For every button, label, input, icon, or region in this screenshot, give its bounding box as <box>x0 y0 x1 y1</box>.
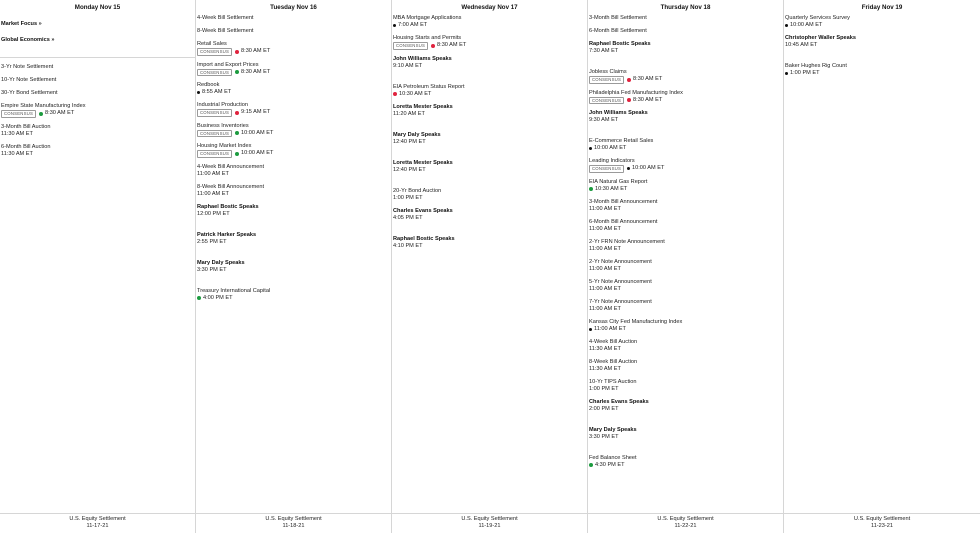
event-time-row <box>589 226 781 233</box>
calendar-event[interactable] <box>197 260 389 274</box>
settlement-label: U.S. Equity Settlement <box>265 516 322 522</box>
event-time: 9:15 AM ET <box>241 109 271 116</box>
calendar-event[interactable] <box>1 103 193 118</box>
event-time-row <box>197 109 389 117</box>
event-title: Raphael Bostic Speaks <box>589 41 651 47</box>
importance-dot-icon <box>39 112 43 116</box>
event-time-row <box>393 167 585 174</box>
event-time-row <box>589 145 781 152</box>
settlement-label: U.S. Equity Settlement <box>657 516 714 522</box>
event-time: 11:30 AM ET <box>1 130 33 137</box>
event-time: 8:30 AM ET <box>241 68 271 75</box>
event-time-row <box>589 326 781 333</box>
calendar-event[interactable] <box>589 199 781 213</box>
event-title: E-Commerce Retail Sales <box>589 138 654 144</box>
event-list <box>588 15 783 469</box>
event-time-row <box>393 42 585 50</box>
event-time: 11:30 AM ET <box>1 150 33 157</box>
importance-dot-icon <box>197 296 201 300</box>
settlement-label: U.S. Equity Settlement <box>69 516 126 522</box>
event-time: 11:20 AM ET <box>393 110 425 117</box>
day-header: Friday Nov 19 <box>861 4 903 11</box>
calendar-event[interactable] <box>589 259 781 273</box>
event-time: 11:00 AM ET <box>197 190 229 197</box>
settlement-date: 11-22-21 <box>674 523 697 529</box>
event-title: 8-Week Bill Settlement <box>197 28 254 34</box>
event-title: Business Inventories <box>197 122 249 129</box>
calendar-event[interactable] <box>589 399 781 413</box>
settlement-footer <box>196 513 391 533</box>
event-time: 10:00 AM ET <box>790 22 823 28</box>
event-title: 2-Yr Note Announcement <box>589 258 652 265</box>
event-title: 4-Week Bill Auction <box>589 338 638 345</box>
event-time-row <box>197 48 389 56</box>
calendar-event[interactable] <box>785 35 978 49</box>
event-time-row <box>589 286 781 293</box>
event-title: Fed Balance Sheet <box>589 454 637 461</box>
event-time-row <box>785 22 978 29</box>
event-time-row <box>393 243 585 250</box>
importance-dot-icon <box>393 24 396 27</box>
calendar-event[interactable] <box>589 110 781 124</box>
settlement-date: 11-19-21 <box>478 523 501 529</box>
event-time-row <box>589 48 781 55</box>
event-time-row <box>393 111 585 118</box>
calendar-event[interactable] <box>393 84 585 98</box>
calendar-event[interactable] <box>393 160 585 174</box>
event-title: 3-Month Bill Auction <box>1 123 51 130</box>
event-time: 9:30 AM ET <box>589 117 619 123</box>
calendar-event[interactable] <box>589 69 781 84</box>
event-title: Loretta Mester Speaks <box>393 103 453 110</box>
event-title: MBA Mortgage Applications <box>393 15 462 21</box>
settlement-footer <box>588 513 783 533</box>
event-title: Treasury International Capital <box>197 287 271 294</box>
calendar-event[interactable] <box>1 90 193 97</box>
event-time: 11:00 AM ET <box>589 285 621 292</box>
settlement-footer <box>784 513 980 533</box>
calendar-event[interactable] <box>1 144 193 158</box>
event-title: Housing Market Index <box>197 143 252 149</box>
event-title: Raphael Bostic Speaks <box>197 203 259 210</box>
event-title: 8-Week Bill Auction <box>589 358 638 365</box>
link-market-focus[interactable]: Market Focus » <box>1 21 42 27</box>
event-time-row <box>589 406 781 413</box>
calendar-event[interactable] <box>1 77 193 84</box>
event-time-row <box>1 110 193 118</box>
event-title: Import and Export Prices <box>197 61 259 68</box>
event-time-row <box>1 151 193 158</box>
consensus-badge[interactable]: CONSENSUS <box>197 150 232 158</box>
event-time: 10:00 AM ET <box>632 165 665 172</box>
event-time: 12:40 PM ET <box>393 166 426 173</box>
calendar-event[interactable] <box>589 219 781 233</box>
event-title: 10-Yr TIPS Auction <box>589 378 637 385</box>
calendar-event[interactable] <box>197 123 389 138</box>
event-title: 5-Yr Note Announcement <box>589 278 652 285</box>
calendar-event[interactable] <box>589 138 781 152</box>
event-title: 3-Yr Note Settlement <box>1 64 54 70</box>
event-time: 10:00 AM ET <box>594 145 627 151</box>
event-title: John Williams Speaks <box>393 55 452 62</box>
event-time-row <box>589 76 781 84</box>
event-time: 11:00 AM ET <box>589 265 621 272</box>
event-time: 4:30 PM ET <box>595 461 625 468</box>
event-time: 11:00 AM ET <box>594 325 626 332</box>
calendar-event[interactable] <box>197 204 389 218</box>
calendar-event[interactable] <box>393 56 585 70</box>
event-time-row <box>393 195 585 202</box>
calendar-event[interactable] <box>197 164 389 178</box>
consensus-badge[interactable]: CONSENSUS <box>1 110 36 118</box>
calendar-event[interactable] <box>589 455 781 469</box>
settlement-date: 11-23-21 <box>871 523 893 529</box>
day-column <box>196 0 392 533</box>
event-time-row <box>197 150 389 158</box>
importance-dot-icon <box>431 44 435 48</box>
event-time-row <box>197 211 389 218</box>
event-time: 11:00 AM ET <box>589 305 621 312</box>
calendar-event[interactable] <box>393 188 585 202</box>
event-title: 2-Yr FRN Note Announcement <box>589 238 665 245</box>
event-time-row <box>197 130 389 138</box>
importance-dot-icon <box>235 111 239 115</box>
event-time-row <box>589 306 781 313</box>
event-title: Kansas City Fed Manufacturing Index <box>589 318 683 325</box>
event-time-row <box>589 186 781 193</box>
event-time: 12:00 PM ET <box>197 210 230 217</box>
consensus-badge[interactable]: CONSENSUS <box>589 165 624 173</box>
event-time: 9:10 AM ET <box>393 62 423 69</box>
event-title: 7-Yr Note Announcement <box>589 298 652 305</box>
event-title: Leading Indicators <box>589 158 635 164</box>
event-time-row <box>393 63 585 70</box>
importance-dot-icon <box>235 131 239 135</box>
calendar-event[interactable] <box>197 28 389 35</box>
calendar-event[interactable] <box>589 15 781 22</box>
event-title: Patrick Harker Speaks <box>197 231 257 238</box>
event-title: Charles Evans Speaks <box>393 207 453 214</box>
event-time-row <box>197 295 389 302</box>
event-time: 10:00 AM ET <box>241 150 274 157</box>
calendar-event[interactable] <box>589 279 781 293</box>
event-title: Mary Daly Speaks <box>589 426 637 433</box>
event-time-row <box>589 165 781 173</box>
settlement-footer <box>392 513 587 533</box>
importance-dot-icon <box>235 152 239 156</box>
event-title: Redbook <box>197 82 220 88</box>
calendar-event[interactable] <box>589 90 781 105</box>
day-column <box>0 0 196 533</box>
day-column <box>588 0 784 533</box>
event-time-row <box>589 246 781 253</box>
consensus-badge[interactable]: CONSENSUS <box>589 76 624 84</box>
event-title: 20-Yr Bond Auction <box>393 187 442 194</box>
importance-dot-icon <box>589 187 593 191</box>
day-column <box>784 0 980 533</box>
importance-dot-icon <box>627 167 630 170</box>
event-time: 2:00 PM ET <box>589 405 619 412</box>
event-time-row <box>393 22 585 29</box>
calendar-event[interactable] <box>393 132 585 146</box>
calendar-event[interactable] <box>393 236 585 250</box>
event-time-row <box>589 346 781 353</box>
event-time: 2:55 PM ET <box>197 238 227 245</box>
event-time-row <box>393 139 585 146</box>
calendar-event[interactable] <box>197 102 389 117</box>
event-list <box>392 15 587 250</box>
event-time: 12:40 PM ET <box>393 138 426 145</box>
importance-dot-icon <box>235 50 239 54</box>
settlement-label: U.S. Equity Settlement <box>461 516 518 522</box>
consensus-badge[interactable]: CONSENSUS <box>197 69 232 77</box>
event-title: Philadelphia Fed Manufacturing Index <box>589 89 683 96</box>
importance-dot-icon <box>589 328 592 331</box>
event-time: 8:30 AM ET <box>241 48 271 55</box>
calendar-event[interactable] <box>393 35 585 50</box>
event-time: 11:30 AM ET <box>589 345 621 352</box>
event-time-row <box>589 462 781 469</box>
consensus-badge[interactable]: CONSENSUS <box>197 109 232 117</box>
event-title: Housing Starts and Permits <box>393 35 462 41</box>
calendar-event[interactable] <box>197 184 389 198</box>
link-global-economics[interactable]: Global Economics » <box>1 37 55 43</box>
event-title: 6-Month Bill Auction <box>1 143 51 150</box>
calendar-event[interactable] <box>589 299 781 313</box>
settlement-date: 11-18-21 <box>282 523 305 529</box>
event-time: 1:00 PM ET <box>393 194 423 201</box>
day-header: Tuesday Nov 16 <box>270 4 317 11</box>
event-time: 4:00 PM ET <box>203 294 233 301</box>
event-time: 10:00 AM ET <box>241 129 274 136</box>
event-time: 7:30 AM ET <box>589 48 619 54</box>
event-time-row <box>589 386 781 393</box>
settlement-date: 11-17-21 <box>86 523 109 529</box>
calendar-event[interactable] <box>589 339 781 353</box>
event-time-row <box>785 70 978 77</box>
importance-dot-icon <box>393 92 397 96</box>
event-title: 30-Yr Bond Settlement <box>1 90 58 96</box>
event-time: 10:30 AM ET <box>595 185 628 192</box>
day-header: Thursday Nov 18 <box>660 4 711 11</box>
event-time-row <box>393 215 585 222</box>
event-time-row <box>393 91 585 98</box>
event-title: 4-Week Bill Settlement <box>197 15 254 21</box>
event-title: Quarterly Services Survey <box>785 15 850 21</box>
event-time: 8:55 AM ET <box>202 89 232 95</box>
calendar-event[interactable] <box>589 239 781 253</box>
event-time: 4:10 PM ET <box>393 242 423 249</box>
event-time: 11:00 AM ET <box>589 225 621 232</box>
calendar-event[interactable] <box>197 288 389 302</box>
calendar-event[interactable] <box>785 15 978 29</box>
event-time-row <box>589 266 781 273</box>
event-title: 4-Week Bill Announcement <box>197 163 265 170</box>
event-time-row <box>589 206 781 213</box>
event-time-row <box>589 434 781 441</box>
consensus-badge[interactable]: CONSENSUS <box>197 130 232 138</box>
event-time: 8:30 AM ET <box>633 96 663 103</box>
event-time: 8:30 AM ET <box>45 110 75 117</box>
event-time-row <box>1 131 193 138</box>
importance-dot-icon <box>197 91 200 94</box>
calendar-event[interactable] <box>589 359 781 373</box>
event-list <box>784 15 980 77</box>
event-time-row <box>197 239 389 246</box>
event-time-row <box>589 366 781 373</box>
event-title: Industrial Production <box>197 102 248 108</box>
event-list <box>196 15 391 302</box>
calendar-event[interactable] <box>197 62 389 77</box>
calendar-event[interactable] <box>1 124 193 138</box>
calendar-event[interactable] <box>197 15 389 22</box>
calendar-event[interactable] <box>589 319 781 333</box>
section-links <box>0 15 195 58</box>
event-time: 7:00 AM ET <box>398 22 428 28</box>
event-time: 3:30 PM ET <box>589 433 619 440</box>
day-column <box>392 0 588 533</box>
event-title: Empire State Manufacturing Index <box>1 103 86 109</box>
importance-dot-icon <box>235 70 239 74</box>
event-title: Loretta Mester Speaks <box>393 159 453 166</box>
calendar-event[interactable] <box>589 427 781 441</box>
event-title: Charles Evans Speaks <box>589 398 649 405</box>
event-time: 1:00 PM ET <box>790 70 820 76</box>
event-title: 3-Month Bill Settlement <box>589 15 647 21</box>
consensus-badge[interactable]: CONSENSUS <box>589 97 624 105</box>
event-title: 8-Week Bill Announcement <box>197 183 265 190</box>
calendar-event[interactable] <box>589 179 781 193</box>
event-title: John Williams Speaks <box>589 110 648 116</box>
importance-dot-icon <box>627 78 631 82</box>
event-time: 10:30 AM ET <box>399 90 432 97</box>
event-title: 3-Month Bill Announcement <box>589 198 658 205</box>
calendar-event[interactable] <box>785 63 978 77</box>
event-time: 4:05 PM ET <box>393 214 423 221</box>
calendar-event[interactable] <box>589 28 781 35</box>
event-time-row <box>589 117 781 124</box>
calendar-event[interactable] <box>197 41 389 56</box>
calendar-event[interactable] <box>589 379 781 393</box>
consensus-badge[interactable]: CONSENSUS <box>393 42 428 50</box>
consensus-badge[interactable]: CONSENSUS <box>197 48 232 56</box>
event-time-row <box>785 42 978 49</box>
event-title: Retail Sales <box>197 41 227 47</box>
event-time-row <box>197 89 389 96</box>
calendar-event[interactable] <box>1 64 193 71</box>
importance-dot-icon <box>785 72 788 75</box>
event-time: 8:30 AM ET <box>633 76 663 83</box>
event-time: 11:00 AM ET <box>197 170 229 177</box>
event-time-row <box>197 191 389 198</box>
event-title: EIA Natural Gas Report <box>589 178 648 185</box>
settlement-footer <box>0 513 195 533</box>
event-time-row <box>197 267 389 274</box>
calendar-event[interactable] <box>393 15 585 29</box>
event-title: 6-Month Bill Announcement <box>589 218 658 225</box>
calendar-event[interactable] <box>589 41 781 55</box>
event-time-row <box>197 171 389 178</box>
importance-dot-icon <box>785 24 788 27</box>
calendar-event[interactable] <box>197 82 389 96</box>
event-time: 8:30 AM ET <box>437 42 467 49</box>
calendar-event[interactable] <box>393 208 585 222</box>
settlement-label: U.S. Equity Settlement <box>853 516 911 522</box>
event-time-row <box>197 69 389 77</box>
event-time: 3:30 PM ET <box>197 266 227 273</box>
day-header: Monday Nov 15 <box>74 4 121 11</box>
event-time: 10:45 AM ET <box>785 42 818 48</box>
event-title: Jobless Claims <box>589 69 627 75</box>
importance-dot-icon <box>589 463 593 467</box>
calendar-event[interactable] <box>589 158 781 173</box>
importance-dot-icon <box>589 147 592 150</box>
event-title: 10-Yr Note Settlement <box>1 77 57 83</box>
event-list <box>0 15 195 158</box>
event-title: Baker Hughes Rig Count <box>785 63 847 69</box>
event-title: Mary Daly Speaks <box>393 131 441 138</box>
event-title: Christopher Waller Speaks <box>785 35 856 41</box>
event-time: 11:30 AM ET <box>589 365 621 372</box>
event-time: 11:00 AM ET <box>589 205 621 212</box>
calendar-event[interactable] <box>197 232 389 246</box>
importance-dot-icon <box>627 98 631 102</box>
day-header: Wednesday Nov 17 <box>461 4 518 11</box>
event-title: EIA Petroleum Status Report <box>393 83 465 90</box>
event-time: 1:00 PM ET <box>589 385 619 392</box>
event-time: 11:00 AM ET <box>589 245 621 252</box>
event-title: 6-Month Bill Settlement <box>589 28 647 34</box>
calendar-event[interactable] <box>393 104 585 118</box>
event-title: Raphael Bostic Speaks <box>393 235 455 242</box>
event-time-row <box>589 97 781 105</box>
event-title: Mary Daly Speaks <box>197 259 245 266</box>
calendar-event[interactable] <box>197 143 389 158</box>
